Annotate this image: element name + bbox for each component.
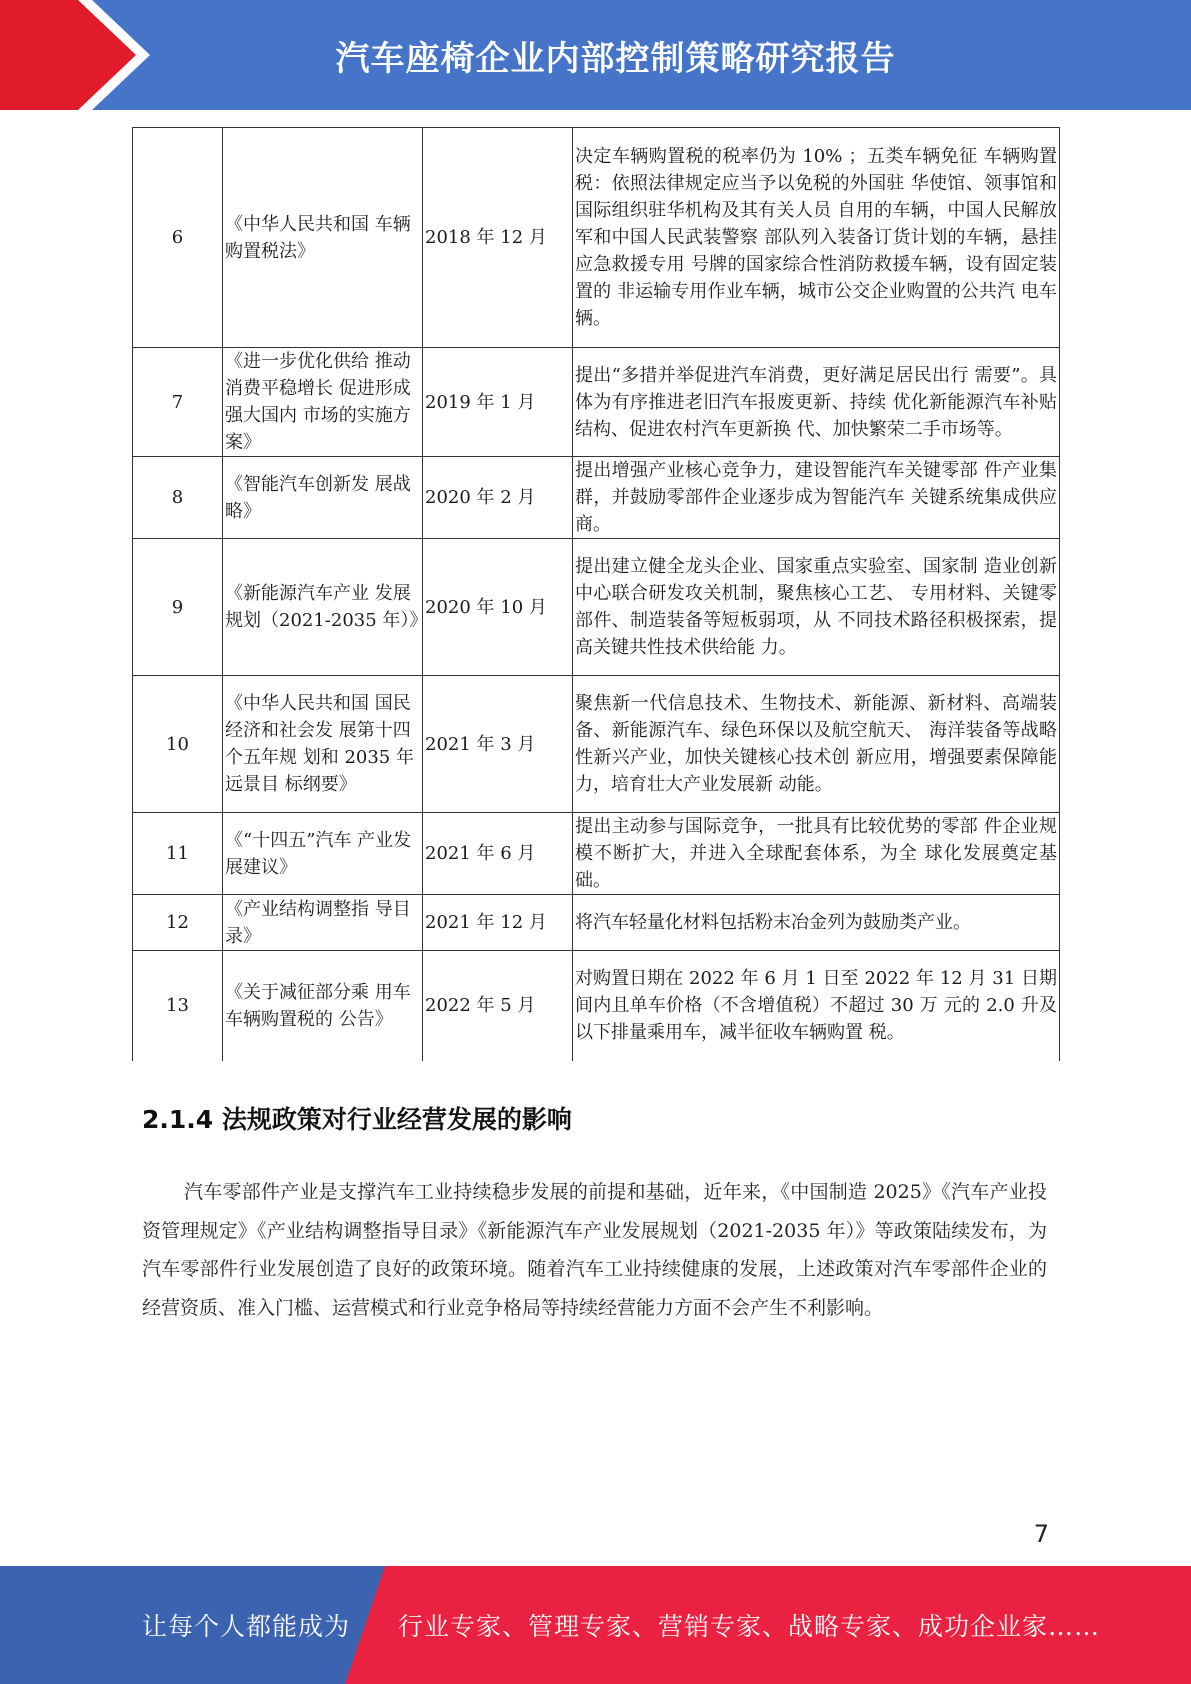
row-number: 11 — [133, 813, 223, 895]
policy-content: 提出增强产业核心竞争力，建设智能汽车关键零部 件产业集群，并鼓励零部件企业逐步成为智能汽车 关键系统集成供应商。 — [573, 457, 1060, 539]
policy-name: 《产业结构调整指 导目录》 — [223, 895, 423, 951]
row-number: 10 — [133, 676, 223, 813]
row-number: 6 — [133, 128, 223, 348]
policy-content: 决定车辆购置税的税率仍为 10% ；五类车辆免征 车辆购置税：依照法律规定应当予以免税的外国驻 华使馆、领事馆和国际组织驻华机构及其有关人员 自用的车辆，中国人民解放军和中国人民武装警察 部队列入装备订货计划的车辆，悬挂应急救援专用 号牌的国家综合性消防救援车辆，设有固定装置的 非运输专用作业车辆，城市公交企业购置的公共汽 电车辆。 — [573, 128, 1060, 348]
table-row — [133, 457, 1060, 539]
policy-name: 《进一步优化供给 推动消费平稳增长 促进形成强大国内 市场的实施方案》 — [223, 348, 423, 457]
issue-date: 2021 年 12 月 — [423, 895, 573, 951]
issue-date: 2018 年 12 月 — [423, 128, 573, 348]
issue-date: 2021 年 3 月 — [423, 676, 573, 813]
report-title: 汽车座椅企业内部控制策略研究报告 — [335, 38, 896, 79]
table-row — [133, 951, 1060, 1061]
table-row — [133, 676, 1060, 813]
policy-content: 提出“多措并举促进汽车消费，更好满足居民出行 需要”。具体为有序推进老旧汽车报废更新、持续 优化新能源汽车补贴结构、促进农村汽车更新换 代、加快繁荣二手市场等。 — [573, 348, 1060, 457]
policy-name: 《“十四五”汽车 产业发展建议》 — [223, 813, 423, 895]
row-number: 9 — [133, 539, 223, 676]
policy-name: 《中华人民共和国 车辆购置税法》 — [223, 128, 423, 348]
policy-content: 提出主动参与国际竞争，一批具有比较优势的零部 件企业规模不断扩大，并进入全球配套体系，为全 球化发展奠定基础。 — [573, 813, 1060, 895]
issue-date: 2022 年 5 月 — [423, 951, 573, 1061]
policy-name: 《关于减征部分乘 用车车辆购置税的 公告》 — [223, 951, 423, 1061]
page-number: 7 — [1033, 1520, 1049, 1548]
policy-table — [132, 127, 1060, 1061]
policy-name: 《智能汽车创新发 展战略》 — [223, 457, 423, 539]
page-footer — [0, 1566, 1191, 1684]
section-heading: 2.1.4 法规政策对行业经营发展的影响 — [142, 1105, 572, 1134]
issue-date: 2019 年 1 月 — [423, 348, 573, 457]
policy-name: 《新能源汽车产业 发展规划（2021-2035 年）》 — [223, 539, 423, 676]
policy-content: 对购置日期在 2022 年 6 月 1 日至 2022 年 12 月 31 日期间内且单车价格（不含增值税）不超过 30 万 元的 2.0 升及以下排量乘用车，减半征收车辆购置 税。 — [573, 951, 1060, 1061]
policy-content: 聚焦新一代信息技术、生物技术、新能源、新材料、高端装备、新能源汽车、绿色环保以及航空航天、 海洋装备等战略性新兴产业，加快关键核心技术创 新应用，增强要素保障能力，培育壮大产业发展新 动能。 — [573, 676, 1060, 813]
issue-date: 2020 年 2 月 — [423, 457, 573, 539]
policy-content: 提出建立健全龙头企业、国家重点实验室、国家制 造业创新中心联合研发攻关机制，聚焦核心工艺、 专用材料、关键零部件、制造装备等短板弱项，从 不同技术路径积极探索，提高关键共性技术供给能 力。 — [573, 539, 1060, 676]
page-header — [0, 0, 1191, 110]
table-row — [133, 539, 1060, 676]
footer-slogan-right: 行业专家、管理专家、营销专家、战略专家、成功企业家…… — [398, 1612, 1101, 1641]
issue-date: 2021 年 6 月 — [423, 813, 573, 895]
row-number: 12 — [133, 895, 223, 951]
row-number: 13 — [133, 951, 223, 1061]
table-row — [133, 813, 1060, 895]
table-row — [133, 128, 1060, 348]
issue-date: 2020 年 10 月 — [423, 539, 573, 676]
policy-content: 将汽车轻量化材料包括粉末冶金列为鼓励类产业。 — [573, 895, 1060, 951]
footer-slogan-left: 让每个人都能成为 — [142, 1612, 351, 1641]
row-number: 8 — [133, 457, 223, 539]
policy-name: 《中华人民共和国 国民经济和社会发 展第十四个五年规 划和 2035 年远景目 标纲要》 — [223, 676, 423, 813]
table-row — [133, 348, 1060, 457]
row-number: 7 — [133, 348, 223, 457]
table-row — [133, 895, 1060, 951]
section-body: 汽车零部件产业是支撑汽车工业持续稳步发展的前提和基础，近年来，《中国制造 2025》《汽车产业投资管理规定》《产业结构调整指导目录》《新能源汽车产业发展规划（2021-2035 年）》等政策陆续发布，为汽车零部件行业发展创造了良好的政策环境。随着汽车工业持续健康的发展，上述政策对汽车零部件企业的经营资质、准入门槛、运营模式和行业竞争格局等持续经营能力方面不会产生不利影响。 — [142, 1181, 1047, 1319]
